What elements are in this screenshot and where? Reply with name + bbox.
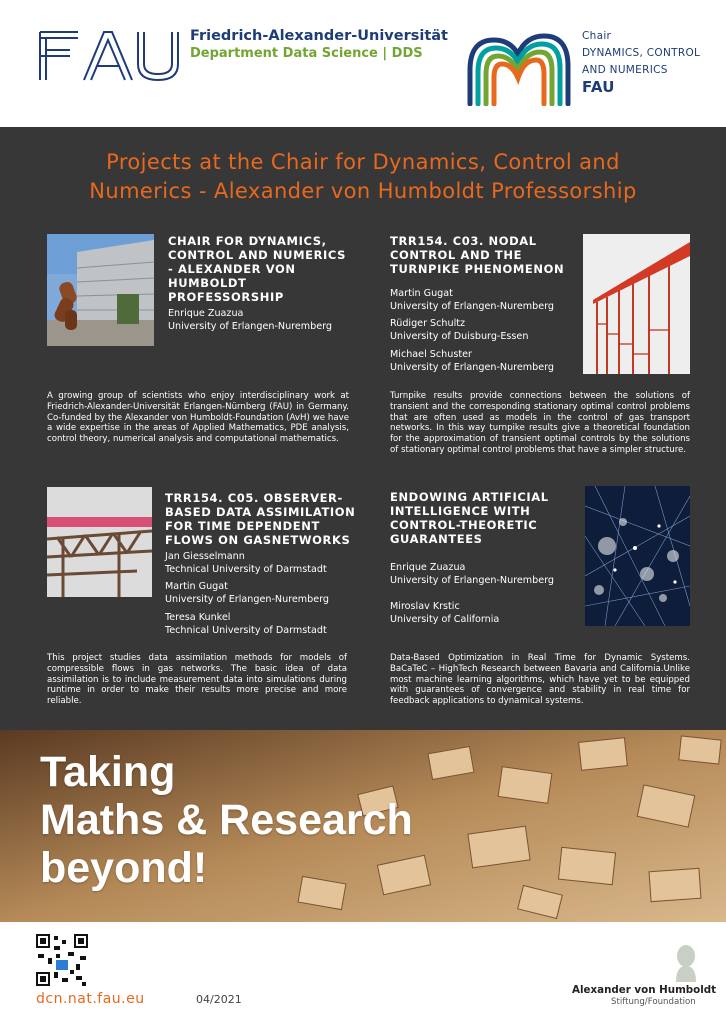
project-member bbox=[165, 581, 329, 606]
poster-header bbox=[0, 0, 726, 127]
member-affiliation: University of Erlangen-Nuremberg bbox=[390, 361, 555, 373]
member-name: Rüdiger Schultz bbox=[390, 318, 466, 329]
project-title-line: ENDOWING ARTIFICIAL bbox=[390, 490, 549, 504]
project-title-line: CONTROL AND THE bbox=[390, 248, 523, 262]
website-link[interactable]: dcn.nat.fau.eu bbox=[36, 991, 145, 1007]
project-member bbox=[390, 601, 499, 626]
project-description: Turnpike results provide connections between the solutions of transient and the corresponding stationary optimal control problems that are often used as models in the control of gas transport networks. In this way turnpike results give a theoretical foundation for the approximation of transient optimal controls by the solutions of stationary optimal control problems that have a simpler structure. bbox=[390, 391, 690, 455]
project-title-line: GUARANTEES bbox=[390, 532, 483, 546]
project-title-line: CHAIR FOR DYNAMICS, bbox=[168, 234, 327, 248]
slogan bbox=[40, 748, 413, 892]
member-name: Miroslav Krstic bbox=[390, 601, 460, 612]
chair-name-block bbox=[582, 28, 700, 96]
department-name: Department Data Science | DDS bbox=[190, 46, 423, 61]
slogan-line: Taking bbox=[40, 748, 176, 796]
chair-line: AND NUMERICS bbox=[582, 64, 668, 76]
member-name: Martin Gugat bbox=[390, 288, 453, 299]
project-description: Data-Based Optimization in Real Time for Dynamic Systems. BaCaTeC – HighTech Research between Bavaria and California.Unlike most machine learning algorithms, which have yet to be equipped with guarantees of convergence and stability in real time for feedback applications to dynamical systems. bbox=[390, 653, 690, 707]
humboldt-foundation-sub: Stiftung/Foundation bbox=[611, 997, 696, 1007]
project-member bbox=[165, 551, 327, 576]
chair-arch-logo-icon bbox=[464, 26, 574, 106]
project-title-line: PROFESSORSHIP bbox=[168, 290, 284, 304]
project-member bbox=[390, 349, 554, 374]
project-title bbox=[165, 491, 355, 547]
page-title bbox=[40, 148, 686, 206]
project-member bbox=[390, 562, 554, 587]
project-title-line: BASED DATA ASSIMILATION bbox=[165, 505, 356, 519]
project-title-line: TURNPIKE PHENOMENON bbox=[390, 262, 565, 276]
project-title bbox=[390, 490, 549, 546]
project-description: A growing group of scientists who enjoy interdisciplinary work at Friedrich-Alexander-Universität Erlangen-Nürnberg (FAU) in Germany. Co-funded by the Alexander von Humboldt-Foundation (AvH) we have a wide expertise in the areas of Applied Mathematics, PDE analysis, control theory, numerical analysis and computational mathematics. bbox=[47, 391, 349, 445]
project-member bbox=[165, 612, 327, 637]
humboldt-bust-icon bbox=[672, 942, 700, 982]
member-affiliation: Technical University of Darmstadt bbox=[165, 624, 327, 636]
project-title-line: TRR154. C05. OBSERVER- bbox=[165, 491, 343, 505]
chair-line: Chair bbox=[582, 30, 612, 42]
project-photo-network bbox=[585, 486, 690, 626]
project-title-line: INTELLIGENCE WITH bbox=[390, 504, 531, 518]
project-member bbox=[390, 318, 528, 343]
chair-fau-label: FAU bbox=[582, 78, 615, 96]
fau-logo-icon bbox=[38, 30, 184, 82]
member-name: Enrique Zuazua bbox=[390, 562, 466, 573]
member-affiliation: Technical University of Darmstadt bbox=[165, 563, 327, 575]
project-member bbox=[168, 308, 332, 333]
project-title bbox=[390, 234, 564, 276]
project-photo-pipeline bbox=[583, 234, 690, 374]
qr-code-icon bbox=[36, 934, 88, 986]
page-title-line: Projects at the Chair for Dynamics, Control and bbox=[106, 150, 620, 174]
project-title-line: FLOWS ON GASNETWORKS bbox=[165, 533, 351, 547]
project-photo-steel-structure bbox=[47, 487, 152, 597]
project-photo-building bbox=[47, 234, 154, 346]
member-name: Teresa Kunkel bbox=[165, 612, 231, 623]
project-member bbox=[390, 288, 554, 313]
project-title-line: HUMBOLDT bbox=[168, 276, 247, 290]
project-title-line: TRR154. C03. NODAL bbox=[390, 234, 537, 248]
slogan-line: beyond! bbox=[40, 844, 208, 892]
poster-date: 04/2021 bbox=[196, 993, 242, 1006]
member-affiliation: University of Erlangen-Nuremberg bbox=[168, 320, 333, 332]
project-title-line: CONTROL-THEORETIC bbox=[390, 518, 538, 532]
member-name: Michael Schuster bbox=[390, 349, 472, 360]
page-title-line: Numerics - Alexander von Humboldt Professorship bbox=[89, 179, 637, 203]
member-name: Jan Giesselmann bbox=[165, 551, 245, 562]
project-title bbox=[168, 234, 346, 304]
member-name: Martin Gugat bbox=[165, 581, 228, 592]
university-name: Friedrich-Alexander-Universität bbox=[190, 28, 448, 44]
chair-line: DYNAMICS, CONTROL bbox=[582, 47, 701, 59]
member-affiliation: University of Duisburg-Essen bbox=[390, 330, 529, 342]
member-name: Enrique Zuazua bbox=[168, 308, 244, 319]
member-affiliation: University of California bbox=[390, 613, 500, 625]
project-title-line: - ALEXANDER VON bbox=[168, 262, 296, 276]
project-title-line: CONTROL AND NUMERICS bbox=[168, 248, 347, 262]
project-title-line: FOR TIME DEPENDENT bbox=[165, 519, 320, 533]
member-affiliation: University of Erlangen-Nuremberg bbox=[165, 593, 330, 605]
slogan-line: Maths & Research bbox=[40, 796, 413, 844]
member-affiliation: University of Erlangen-Nuremberg bbox=[390, 300, 555, 312]
project-description: This project studies data assimilation methods for models of compressible flows in gas networks. The basic idea of data assimilation is to include measurement data into simulations during runtime in order to make their results more precise and more reliable. bbox=[47, 653, 347, 707]
member-affiliation: University of Erlangen-Nuremberg bbox=[390, 574, 555, 586]
humboldt-foundation-name: Alexander von Humboldt bbox=[572, 984, 717, 996]
